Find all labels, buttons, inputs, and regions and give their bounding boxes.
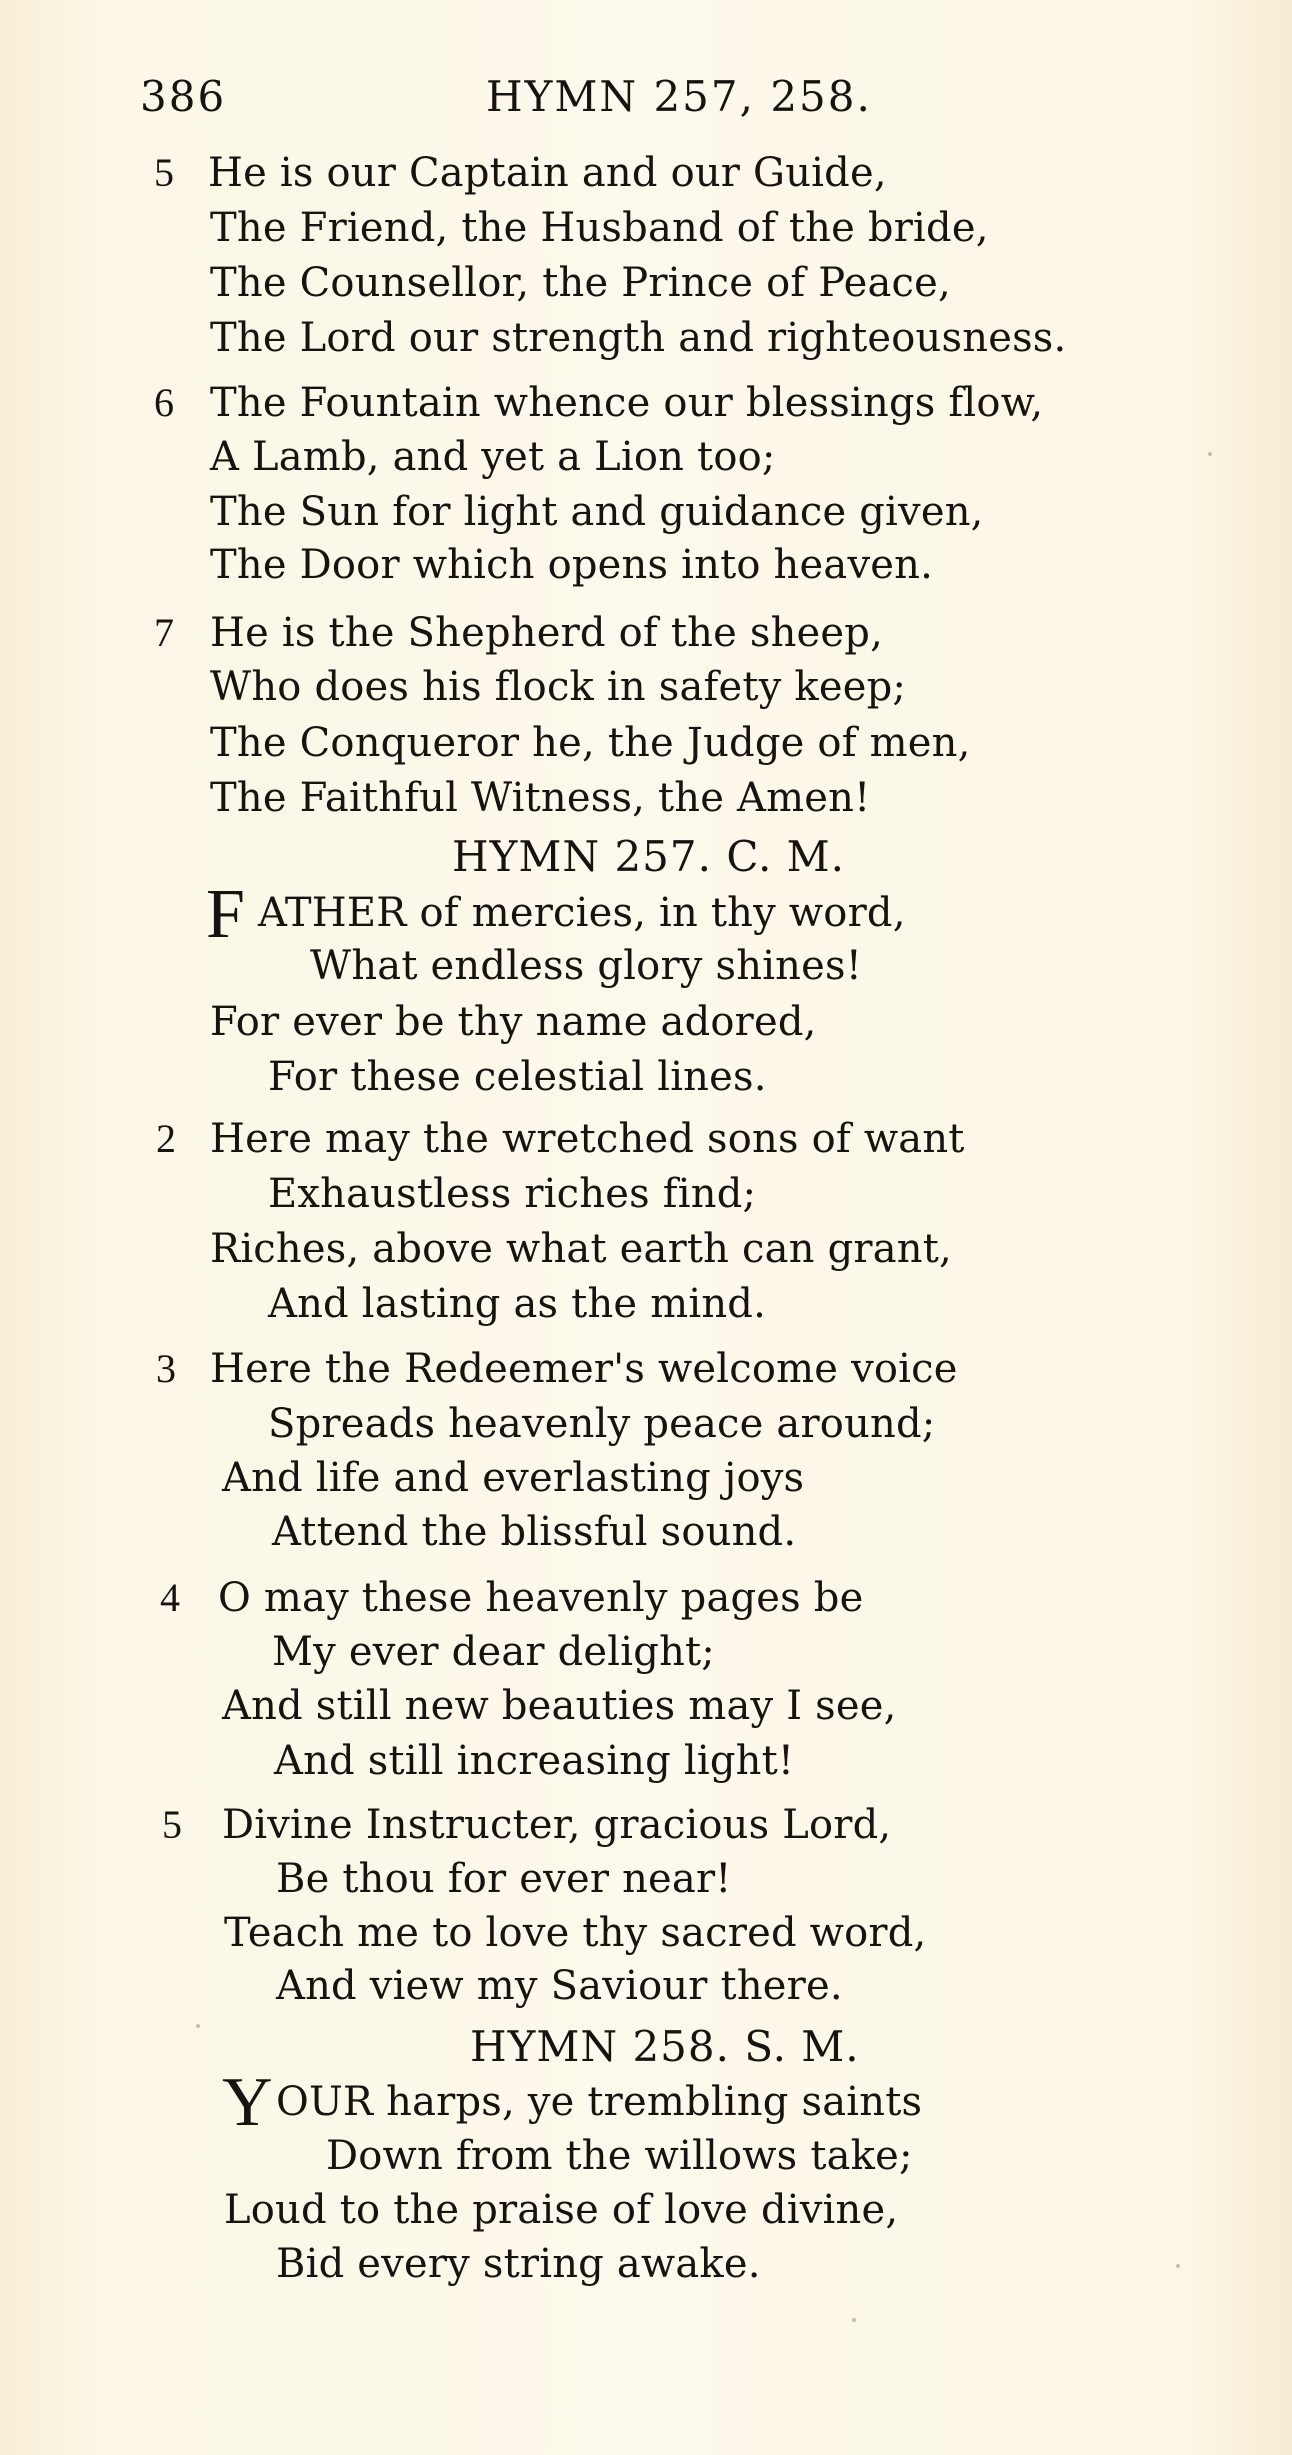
hymn-title: HYMN 257. C. M. xyxy=(452,832,846,881)
verse-line: Bid every string awake. xyxy=(276,2241,761,2287)
verse-line: Loud to the praise of love divine, xyxy=(224,2187,899,2233)
paper-speck xyxy=(1176,2264,1180,2268)
verse-line: Be thou for ever near! xyxy=(276,1856,732,1902)
verse-line: And still new beauties may I see, xyxy=(222,1683,897,1729)
verse-line: He is the Shepherd of the sheep, xyxy=(210,610,884,656)
stanza-number: 3 xyxy=(156,1346,176,1391)
verse-line: Here the Redeemer's welcome voice xyxy=(210,1346,958,1392)
verse-line: ATHER of mercies, in thy word, xyxy=(258,890,906,936)
verse-line: He is our Captain and our Guide, xyxy=(208,150,887,196)
stanza-number: 6 xyxy=(154,380,174,425)
page-number: 386 xyxy=(140,72,227,121)
verse-line: Here may the wretched sons of want xyxy=(210,1116,965,1162)
verse-line: OUR harps, ye trembling saints xyxy=(276,2079,923,2125)
verse-line: And view my Saviour there. xyxy=(276,1963,843,2009)
drop-cap: Y xyxy=(222,2064,273,2141)
verse-line: Riches, above what earth can grant, xyxy=(210,1226,952,1272)
verse-line: Divine Instructer, gracious Lord, xyxy=(222,1802,892,1848)
verse-line: O may these heavenly pages be xyxy=(218,1575,864,1621)
verse-line: What endless glory shines! xyxy=(310,943,863,989)
verse-line: A Lamb, and yet a Lion too; xyxy=(210,434,776,480)
stanza-number: 7 xyxy=(154,610,174,655)
verse-line: And lasting as the mind. xyxy=(268,1281,767,1327)
verse-line: Down from the willows take; xyxy=(326,2133,913,2179)
verse-line: Who does his flock in safety keep; xyxy=(210,664,907,710)
stanza-number: 5 xyxy=(154,150,174,195)
verse-line: My ever dear delight; xyxy=(272,1629,715,1675)
verse-line: The Conqueror he, the Judge of men, xyxy=(210,720,971,766)
stanza-number: 4 xyxy=(160,1575,180,1620)
drop-cap: F xyxy=(206,876,245,953)
verse-line: And life and everlasting joys xyxy=(222,1455,805,1501)
verse-line: For ever be thy name adored, xyxy=(210,999,817,1045)
verse-line: The Faithful Witness, the Amen! xyxy=(210,775,871,821)
verse-line: And still increasing light! xyxy=(274,1738,795,1784)
verse-line: Teach me to love thy sacred word, xyxy=(224,1910,927,1956)
stanza-number: 2 xyxy=(156,1116,176,1161)
running-title: HYMN 257, 258. xyxy=(486,72,872,121)
verse-line: Exhaustless riches find; xyxy=(268,1171,757,1217)
verse-line: Attend the blissful sound. xyxy=(272,1509,797,1555)
hymn-title: HYMN 258. S. M. xyxy=(470,2022,860,2071)
paper-speck xyxy=(196,2024,200,2028)
verse-line: The Fountain whence our blessings flow, xyxy=(210,380,1044,426)
verse-line: The Door which opens into heaven. xyxy=(210,542,933,588)
paper-speck xyxy=(852,2318,856,2322)
verse-line: The Counsellor, the Prince of Peace, xyxy=(210,260,951,306)
verse-line: For these celestial lines. xyxy=(268,1054,767,1100)
stanza-number: 5 xyxy=(162,1802,182,1847)
verse-line: Spreads heavenly peace around; xyxy=(268,1401,936,1447)
verse-line: The Friend, the Husband of the bride, xyxy=(210,205,989,251)
verse-line: The Lord our strength and righteousness. xyxy=(210,315,1067,361)
paper-speck xyxy=(1208,452,1212,456)
verse-line: The Sun for light and guidance given, xyxy=(210,489,984,535)
